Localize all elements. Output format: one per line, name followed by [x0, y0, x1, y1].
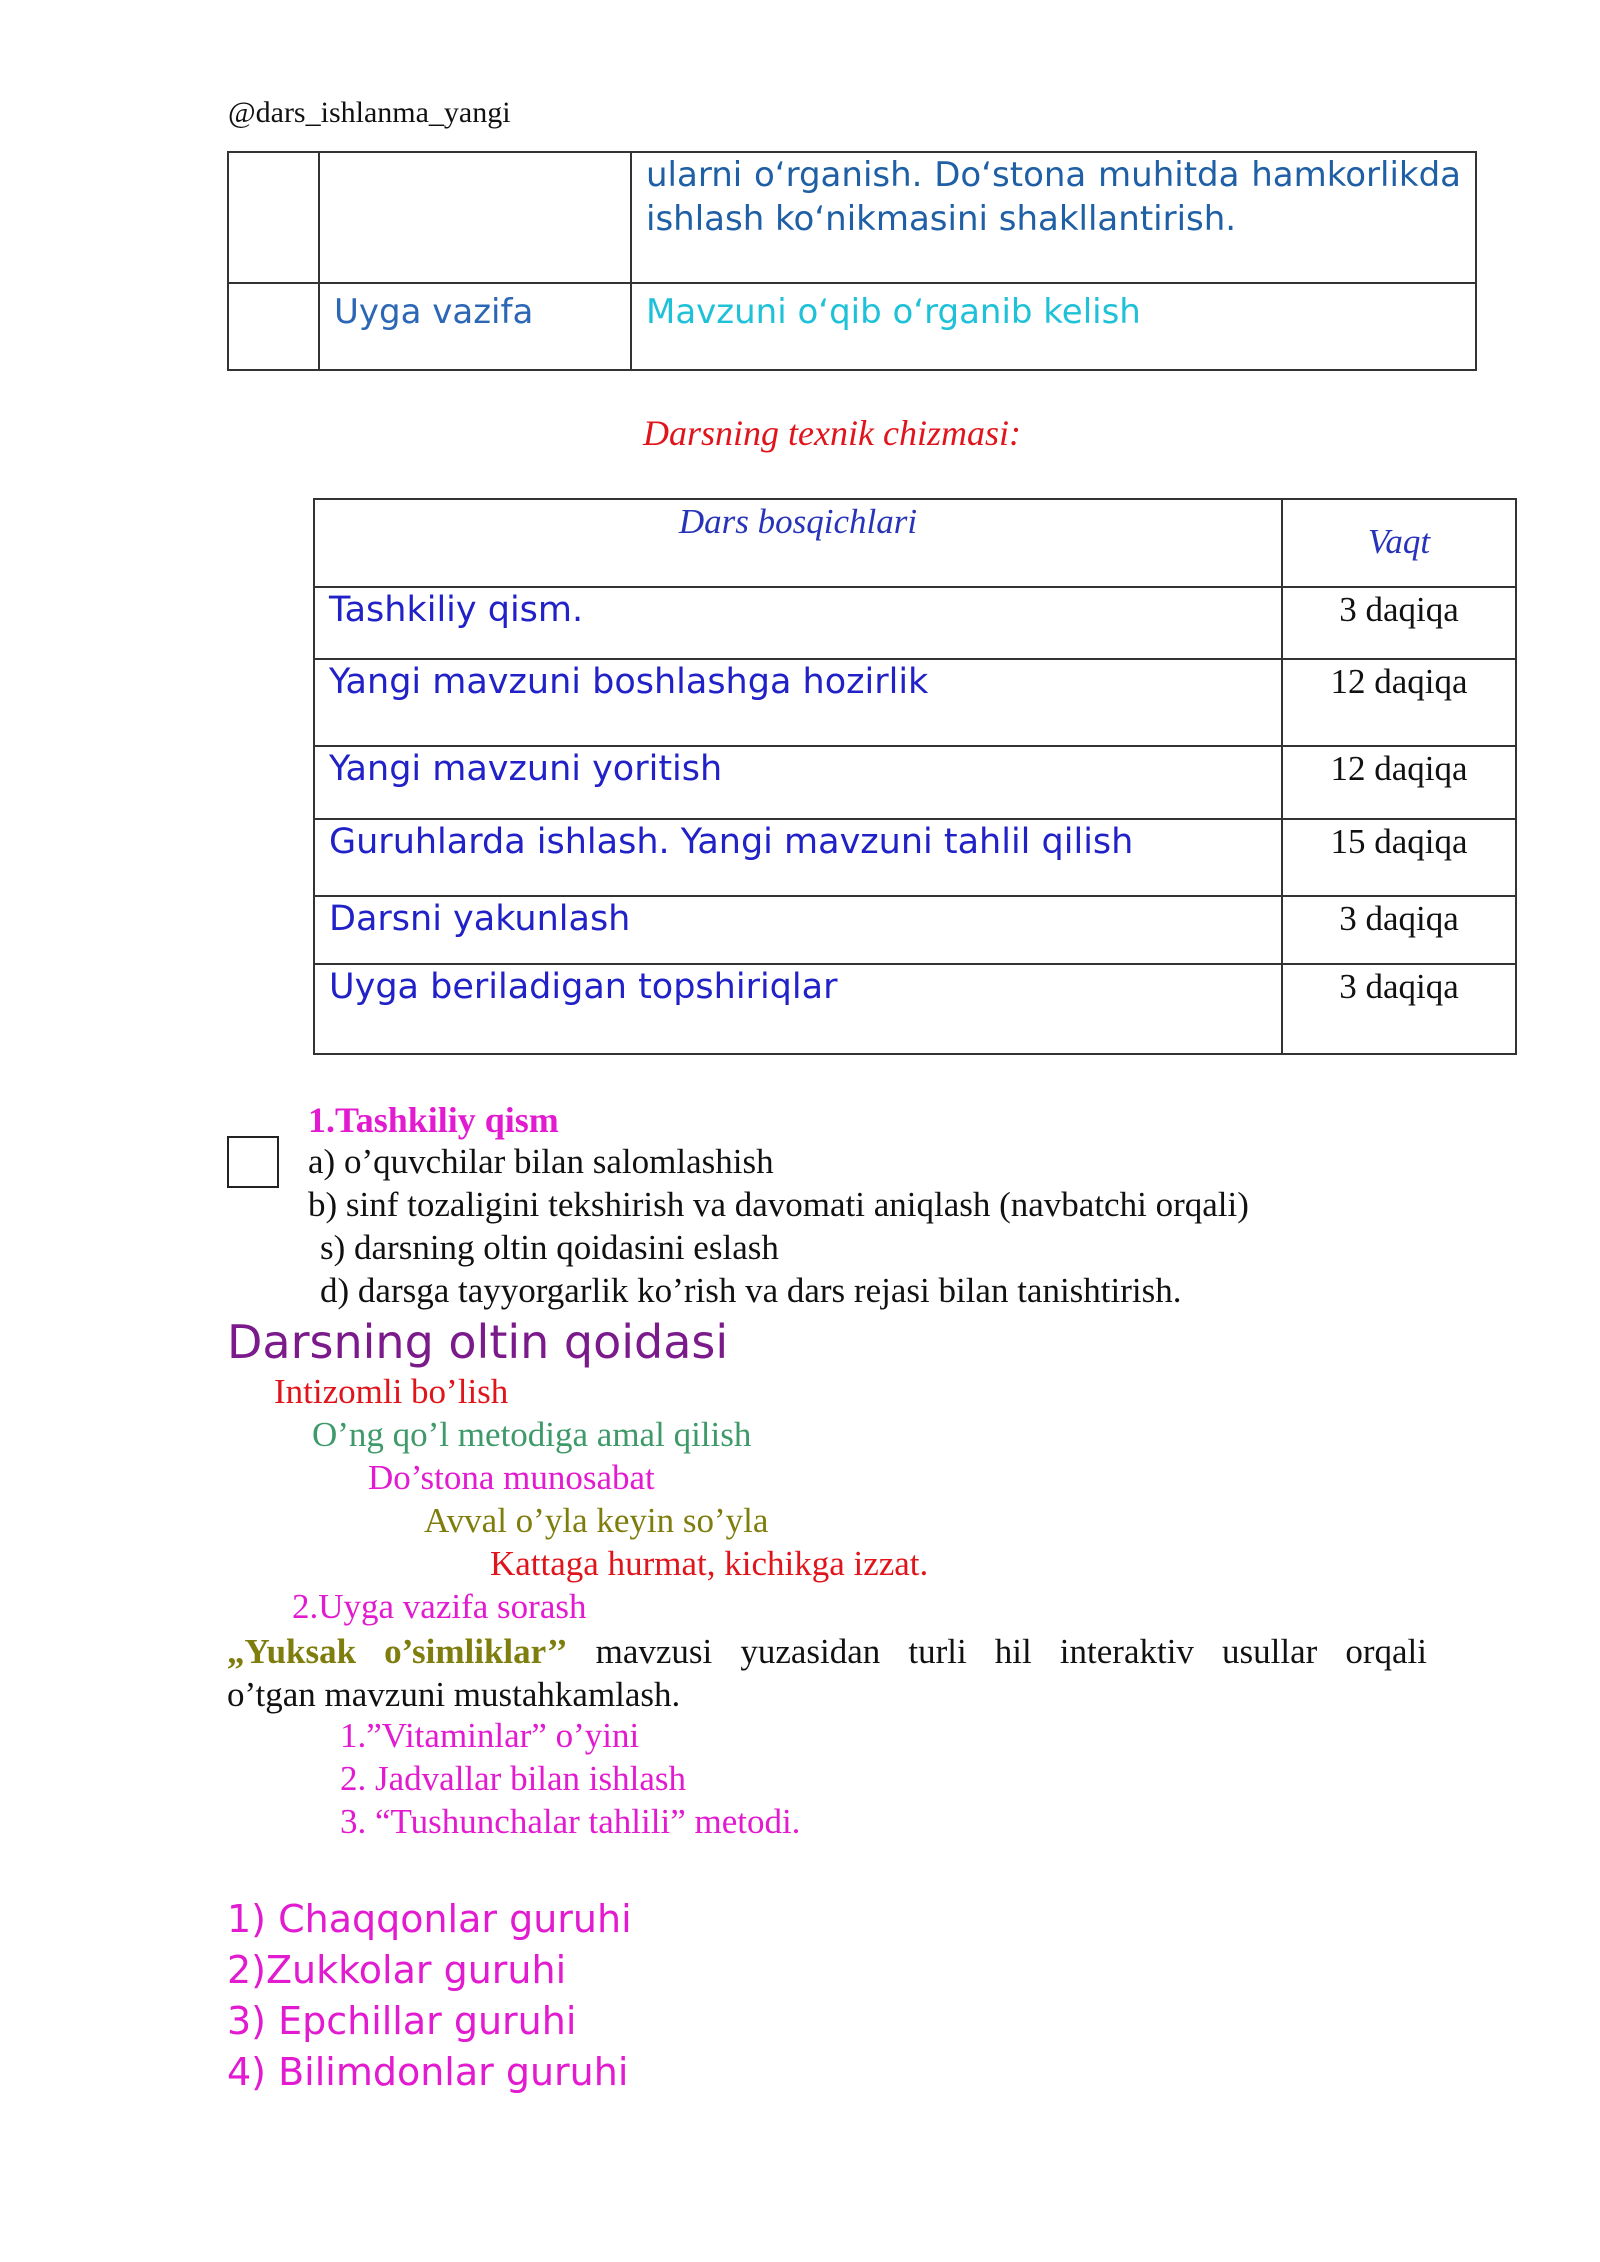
golden-rule-line: Do’stona munosabat [368, 1458, 655, 1497]
table-cell [319, 152, 631, 283]
list-item: s) darsning oltin qoidasini eslash [320, 1228, 779, 1267]
table-row [228, 283, 1476, 370]
table-row [314, 819, 1516, 896]
homework-value: Mavzuni o‘qib o‘rganib kelish [646, 292, 1141, 332]
table-cell [228, 152, 319, 283]
stage-name: Darsni yakunlash [314, 896, 1282, 964]
table-row [314, 659, 1516, 746]
table-row [314, 896, 1516, 964]
table-cell [319, 283, 631, 370]
golden-rule-line: O’ng qo’l metodiga amal qilish [312, 1415, 752, 1454]
stage-name: Yangi mavzuni boshlashga hozirlik [314, 659, 1282, 746]
objective-text: ularni o‘rganish. Do‘stona muhitda hamkorlikda ishlash ko‘nikmasini shakllantirish. [646, 155, 1461, 239]
group-item: 1) Chaqqonlar guruhi [227, 1897, 632, 1941]
paragraph-text: o’tgan mavzuni mustahkamlash. [227, 1675, 681, 1714]
golden-rule-title: Darsning oltin qoidasi [227, 1315, 729, 1369]
stage-time: 12 daqiqa [1282, 746, 1516, 819]
group-item: 3) Epchillar guruhi [227, 1999, 577, 2043]
page-header: @dars_ishlanma_yangi [228, 96, 511, 129]
checkbox[interactable] [227, 1136, 279, 1188]
section2-title: 2.Uyga vazifa sorash [292, 1587, 587, 1626]
homework-label: Uyga vazifa [334, 292, 534, 332]
golden-rule-line: Avval o’yla keyin so’yla [424, 1501, 769, 1540]
technical-scheme-title: Darsning texnik chizmasi: [643, 413, 1021, 453]
lesson-stages-table [313, 498, 1517, 1055]
stage-name: Guruhlarda ishlash. Yangi mavzuni tahlil qilish [314, 819, 1282, 896]
table-cell [631, 283, 1476, 370]
method-item: 3. “Tushunchalar tahlili” metodi. [340, 1802, 801, 1841]
time-column-header: Vaqt [1282, 499, 1516, 587]
stage-name: Tashkiliy qism. [314, 587, 1282, 659]
group-item: 2)Zukkolar guruhi [227, 1948, 567, 1992]
golden-rule-line: Intizomli bo’lish [274, 1372, 509, 1411]
group-item: 4) Bilimdonlar guruhi [227, 2050, 629, 2094]
table-cell [631, 152, 1476, 283]
stage-time: 3 daqiqa [1282, 587, 1516, 659]
table-cell [228, 283, 319, 370]
golden-rule-line: Kattaga hurmat, kichikga izzat. [490, 1544, 929, 1583]
table-row [314, 587, 1516, 659]
stage-time: 12 daqiqa [1282, 659, 1516, 746]
table-row [314, 746, 1516, 819]
stage-name: Yangi mavzuni yoritish [314, 746, 1282, 819]
method-item: 2. Jadvallar bilan ishlash [340, 1759, 687, 1798]
table-row [314, 964, 1516, 1054]
stage-time: 15 daqiqa [1282, 819, 1516, 896]
paragraph-text: mavzusi yuzasidan turli hil interaktiv usullar orqali [567, 1632, 1427, 1671]
section2-paragraph [227, 1630, 1427, 1716]
stage-column-header: Dars bosqichlari [314, 499, 1282, 587]
topic-name: „Yuksak o’simliklar’’ [227, 1632, 568, 1671]
table-row [228, 152, 1476, 283]
list-item: b) sinf tozaligini tekshirish va davomati aniqlash (navbatchi orqali) [308, 1185, 1249, 1224]
objectives-table [227, 151, 1477, 371]
stage-time: 3 daqiqa [1282, 964, 1516, 1054]
method-item: 1.”Vitaminlar” o’yini [340, 1716, 640, 1755]
list-item: d) darsga tayyorgarlik ko’rish va dars rejasi bilan tanishtirish. [320, 1271, 1182, 1310]
list-item: a) o’quvchilar bilan salomlashish [308, 1142, 774, 1181]
table-header-row [314, 499, 1516, 587]
stage-name: Uyga beriladigan topshiriqlar [314, 964, 1282, 1054]
section1-title: 1.Tashkiliy qism [308, 1100, 559, 1140]
stage-time: 3 daqiqa [1282, 896, 1516, 964]
